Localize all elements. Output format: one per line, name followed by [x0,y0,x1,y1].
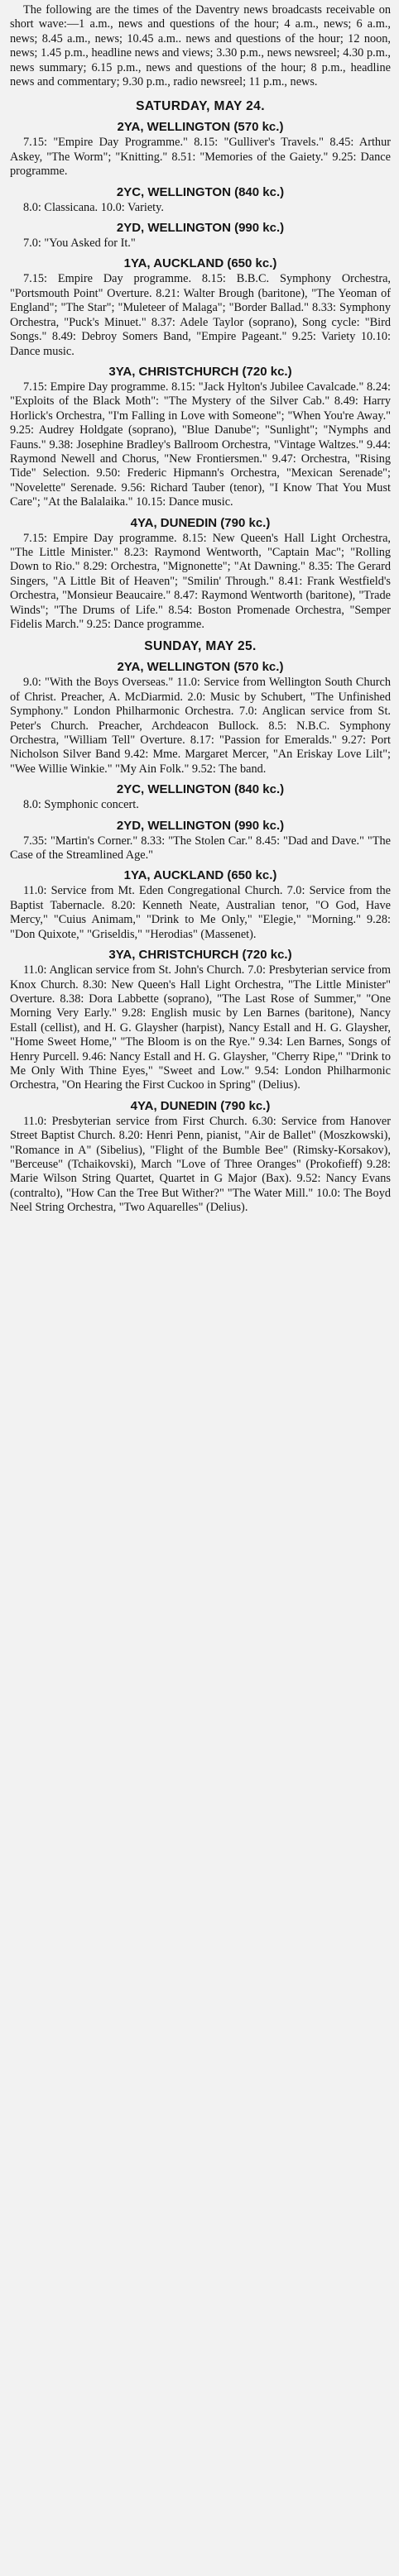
station-programme: 11.0: Presbyterian service from First Church. 6.30: Service from Hanover Street Baptist Church. 8.20: Henri Penn, pianist, "Air de Ballet" (Moszkowski), "Romance in A" (Sibelius), "Flight of the Bumble Bee" (Rimsky-Korsakov), "Berceuse" (Tchaikovski), March "Love of Three Oranges" (Prokofieff) 9.28: Marie Wilson String Quartet, Quartet in G Major (Bax). 9.52: Nancy Evans (contralto), "How Can the Tree But Wither?" "The Water Mill." 10.0: The Boyd Neel String Orchestra, "Two Aquarelles" (Delius). [10,1114,391,1215]
station-heading: 3YA, CHRISTCHURCH (720 kc.) [108,948,292,963]
station-heading: 2YC, WELLINGTON (840 kc.) [116,184,285,199]
day-heading-sunday: SUNDAY, MAY 25. [144,639,257,654]
station-heading: 1YA, AUCKLAND (650 kc.) [123,868,277,883]
station-programme: 7.0: "You Asked for It." [23,237,136,251]
daventry-intro: The following are the times of the Daventry news broadcasts receivable on short wave:—1 a.m., news and questions of the hour; 4 a.m., news; 6 a.m., news; 8.45 a.m., news; 10.45 a.m.. news and questions of the hour; 12 noon, news; 1.45 p.m., headline news and views; 3.30 p.m., news newsreel; 4.30 p.m., news summary; 6.15 p.m., news and questions of the hour; 8 p.m., headline news and commentary; 9.30 p.m., radio newsreel; 11 p.m., news. [10,3,391,89]
station-programme: 9.0: "With the Boys Overseas." 11.0: Service from Wellington South Church of Christ. Preacher, A. McDiarmid. 2.0: Music by Schubert, "The Unfinished Symphony." London Philharmonic Orchestra. 7.0: Anglican service from St. Peter's Church. Preacher, Archdeacon Bullock. 8.5: N.B.C. Symphony Orchestra, "William Tell" Overture. 8.17: "Passion for Emeralds." 9.27: Port Nicholson Silver Band 9.42: Mme. Margaret Mercer, "An Eriskay Love Lilt"; "Wee Willie Winkie." "My Ain Folk." 9.52: The band. [10,676,391,776]
station-programme: 11.0: Anglican service from St. John's Church. 7.0: Presbyterian service from Knox Church. 8.30: New Queen's Hall Light Orchestra, "The Little Minister" Overture. 8.38: Dora Labbette (soprano), "The Last Rose of Summer," "One Morning Very Early." 9.28: English music by Len Barnes (baritone), Nancy Estall (cellist), and H. G. Glaysher (harpist), Nancy Estall and H. G. Glaysher, "Home Sweet Home," "The Bloom is on the Rye." 9.34: Len Barnes, Songs of Henry Purcell. 9.46: Nancy Estall and H. G. Glaysher, "Cherry Ripe," "Drink to Me Only With Thine Eyes," "Sweet and Low." 9.54: London Philharmonic Orchestra, "On Hearing the First Cuckoo in Spring" (Delius). [10,963,391,1092]
station-programme: 7.15: Empire Day programme. 8.15: "Jack Hylton's Jubilee Cavalcade." 8.24: "Exploits of the Black Moth": "The Mystery of the Silver Cab." 8.49: Harry Horlick's Orchestra, "I'm Falling in Love with Someone"; "When You're Away." 9.25: Audrey Holdgate (soprano), "Blue Danube"; "Sunlight"; "Nymphs and Fauns." 9.38: Josephine Bradley's Ballroom Orchestra, "Vintage Waltzes." 9.44: Raymond Newell and Chorus, "New Frontiersmen." 9.47: Orchestra, "Rising Tide" Selection. 9.50: Frederic Hipmann's Orchestra, "Mexican Serenade"; "Novelette" Serenade. 9.56: Richard Tauber (tenor), "I Know That You Must Care"; "At the Balalaika." 10.15: Dance music. [10,380,391,509]
station-heading: 2YA, WELLINGTON (570 kc.) [117,120,284,135]
station-programme: 8.0: Classicana. 10.0: Variety. [23,200,164,214]
station-heading: 4YA, DUNEDIN (790 kc.) [130,515,271,530]
station-programme: 7.35: "Martin's Corner." 8.33: "The Stolen Car." 8.45: "Dad and Dave." "The Case of the Streamlined Age." [10,834,391,863]
station-programme: 7.15: "Empire Day Programme." 8.15: "Gulliver's Travels." 8.45: Arthur Askey, "The Worm"; "Knitting." 8.51: "Memories of the Gaiety." 9.25: Dance programme. [10,136,391,179]
station-heading: 2YD, WELLINGTON (990 kc.) [116,221,285,236]
station-heading: 2YC, WELLINGTON (840 kc.) [116,782,285,797]
station-heading: 2YD, WELLINGTON (990 kc.) [116,818,285,833]
station-programme: 7.15: Empire Day programme. 8.15: B.B.C. Symphony Orchestra, "Portsmouth Point" Overture. 8.21: Walter Brough (baritone), "The Yeoman of England"; "The Star"; "Muleteer of Malaga"; "Border Ballad." 8.33: Symphony Orchestra, "Puck's Minuet." 8.37: Adele Taylor (soprano), Song cycle: "Bird Songs." 8.49: Debroy Somers Band, "Empire Pageant." 9.25: Variety 10.10: Dance music. [10,272,391,358]
station-programme: 7.15: Empire Day programme. 8.15: New Queen's Hall Light Orchestra, "The Little Minister." 8.23: Raymond Wentworth, "Captain Mac"; "Rolling Down to Rio." 8.29: Orchestra, "Mignonette"; "At Dawning." 8.35: The Gerard Singers, "A Little Bit of Heaven"; "Smilin' Through." 8.41: Frank Westfield's Orchestra, "Monsieur Beaucaire." 8.47: Raymond Wentworth (baritone), "Trade Winds"; "The Drums of Life." 8.54: Boston Promenade Orchestra, "Semper Fidelis March." 9.25: Dance programme. [10,531,391,631]
station-heading: 2YA, WELLINGTON (570 kc.) [117,660,284,675]
station-programme: 8.0: Symphonic concert. [23,798,139,812]
day-heading-saturday: SATURDAY, MAY 24. [136,99,265,114]
station-programme: 11.0: Service from Mt. Eden Congregational Church. 7.0: Service from the Baptist Tabernacle. 8.20: Kenneth Neate, Australian tenor, "O God, Have Mercy," "Cuius Animam," "Drink to Me Only," "Elegie," "Morning." 9.28: "Don Quixote," "Griseldis," "Herodias" (Massenet). [10,884,391,941]
station-heading: 3YA, CHRISTCHURCH (720 kc.) [108,364,292,379]
station-heading: 4YA, DUNEDIN (790 kc.) [130,1098,271,1113]
station-heading: 1YA, AUCKLAND (650 kc.) [123,256,277,271]
